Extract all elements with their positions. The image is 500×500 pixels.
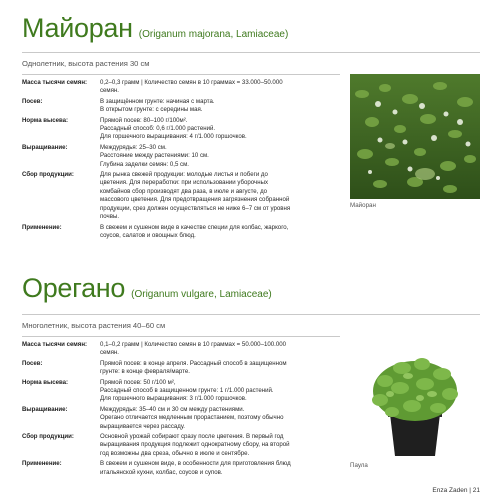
spec-label: Масса тысячи семян: [22,341,88,348]
spec-value-line: Междурядья: 25–30 см. [100,143,167,151]
marjoram-photo [350,74,480,199]
spec-row [22,433,340,458]
spec-value-line: Рассадный способ в защищенном грунте: 1 г/1.000 растений. [100,387,274,395]
spec-value-line: почвы. [100,213,120,221]
oregano-photo [350,336,480,459]
oregano-latin-name: (Origanum vulgare, Lamiaceae) [131,289,272,300]
spec-value [100,460,340,477]
spec-row [22,117,340,142]
marjoram-subtitle: Однолетник, высота растения 30 см [22,59,150,68]
spec-value-line: Прямой посев: в конце апреля. Рассадный способ в защищенном [100,359,287,367]
spec-value-line: 0,2–0,3 грамм | Количество семян в 10 граммах = 33.000–50.000 [100,79,283,86]
spec-value-line: Прямой посев: 50 г/100 м², [100,378,176,386]
spec-value-line: Для горшечного выращивания: 3 г/1.000 горшочков. [100,395,247,403]
spec-label: Норма высева: [22,378,69,386]
spec-value-line: Основной урожай собирают сразу после цветения. В первый год [100,433,284,441]
spec-value [100,433,340,458]
spec-label: Выращивание: [22,143,68,151]
divider [22,314,480,315]
spec-label: Применение: [22,460,62,468]
spec-value-line: соусов, салатов и овощных блюд. [100,231,196,239]
spec-value-line: В защищённом грунте: начиная с марта. [100,97,215,105]
spec-row [22,341,340,358]
spec-value [100,406,340,431]
marjoram-section [22,14,480,242]
spec-label: Посев: [22,359,43,367]
spec-value [100,79,340,96]
marjoram-heading [22,14,480,42]
spec-row [22,79,340,96]
spec-value-line: Для рынка свежей продукции: молодые листья и побеги до [100,171,268,179]
spec-value-line: выращивания продукция подлежит однократному сбору, на второй [100,441,290,449]
spec-value [100,224,340,241]
spec-value-line: грунте: в конце февраля/марте. [100,368,190,376]
spec-label: Сбор продукции: [22,171,74,179]
spec-value-line: семян. [100,87,119,95]
spec-row [22,224,340,241]
spec-row [22,406,340,431]
spec-value-line: Для горшечного выращивания: 4 г/1.000 горшочков. [100,133,247,141]
spec-value-line: продукции, срез должен осуществляться не ниже 6–7 см от уровня [100,204,291,212]
marjoram-latin-name: (Origanum majorana, Lamiaceae) [138,29,289,40]
oregano-photo-caption: Паула [350,462,368,469]
spec-value-line: Расстояние между растениями: 10 см. [100,152,209,160]
spec-value [100,117,340,142]
oregano-spec-table [22,336,340,479]
oregano-title: Орегано [22,273,126,303]
spec-value-line: 0,1–0,2 грамм | Количество семян в 10 граммах = 50.000–100.000 [100,341,286,348]
spec-label: Применение: [22,223,62,231]
spec-value-line: массового цветения. Для предотвращения загрязнения собранной [100,196,290,204]
spec-value-line: В открытом грунте: с середины мая. [100,106,203,114]
spec-value-line: семян. [100,349,119,357]
spec-label: Масса тысячи семян: [22,79,88,86]
spec-label: Выращивание: [22,405,68,413]
oregano-subtitle: Многолетник, высота растения 40–60 см [22,321,166,330]
spec-value-line: Орегано отличается медленным прорастанием, поэтому обычно [100,414,284,422]
spec-value-line: Междурядья: 35–40 см и 30 см между растениями. [100,405,245,413]
spec-value-line: В свежем и сушеном виде, в особенности для приготовления блюд [100,460,291,468]
page-footer: Enza Zaden | 21 [432,487,480,494]
spec-value [100,98,340,115]
spec-value-line: итальянской кухни, колбас, соусов и супов. [100,468,223,476]
divider [22,52,480,53]
spec-value [100,144,340,169]
marjoram-title: Майоран [22,13,133,43]
spec-value [100,360,340,377]
spec-value-line: Рассадный способ: 0,6 г/1.000 растений. [100,125,216,133]
oregano-section [22,274,480,479]
spec-value-line: цветения. Для переработки: при использовании уборочных [100,179,268,187]
spec-label: Сбор продукции: [22,433,74,441]
spec-value [100,171,340,221]
spec-value-line: выращивается через рассаду. [100,422,185,430]
marjoram-spec-table [22,74,340,242]
spec-value [100,379,340,404]
spec-value [100,341,340,358]
spec-row [22,171,340,221]
spec-value-line: год возможны два среза, обычно в июле и сентябре. [100,449,250,457]
spec-row [22,460,340,477]
spec-row [22,98,340,115]
spec-value-line: Глубина заделки семян: 0,5 см. [100,160,189,168]
marjoram-photo-caption: Майоран [350,202,376,209]
spec-label: Посев: [22,97,43,105]
oregano-heading [22,274,480,302]
spec-label: Норма высева: [22,116,69,124]
spec-row [22,379,340,404]
spec-row [22,144,340,169]
spec-row [22,360,340,377]
spec-value-line: Прямой посев: 80–100 г/100м². [100,116,188,124]
spec-value-line: В свежем и сушеном виде в качестве специи для колбас, жаркого, [100,223,289,231]
spec-value-line: комбайнов сбор производят два раза, в июле и августе, до [100,187,268,195]
